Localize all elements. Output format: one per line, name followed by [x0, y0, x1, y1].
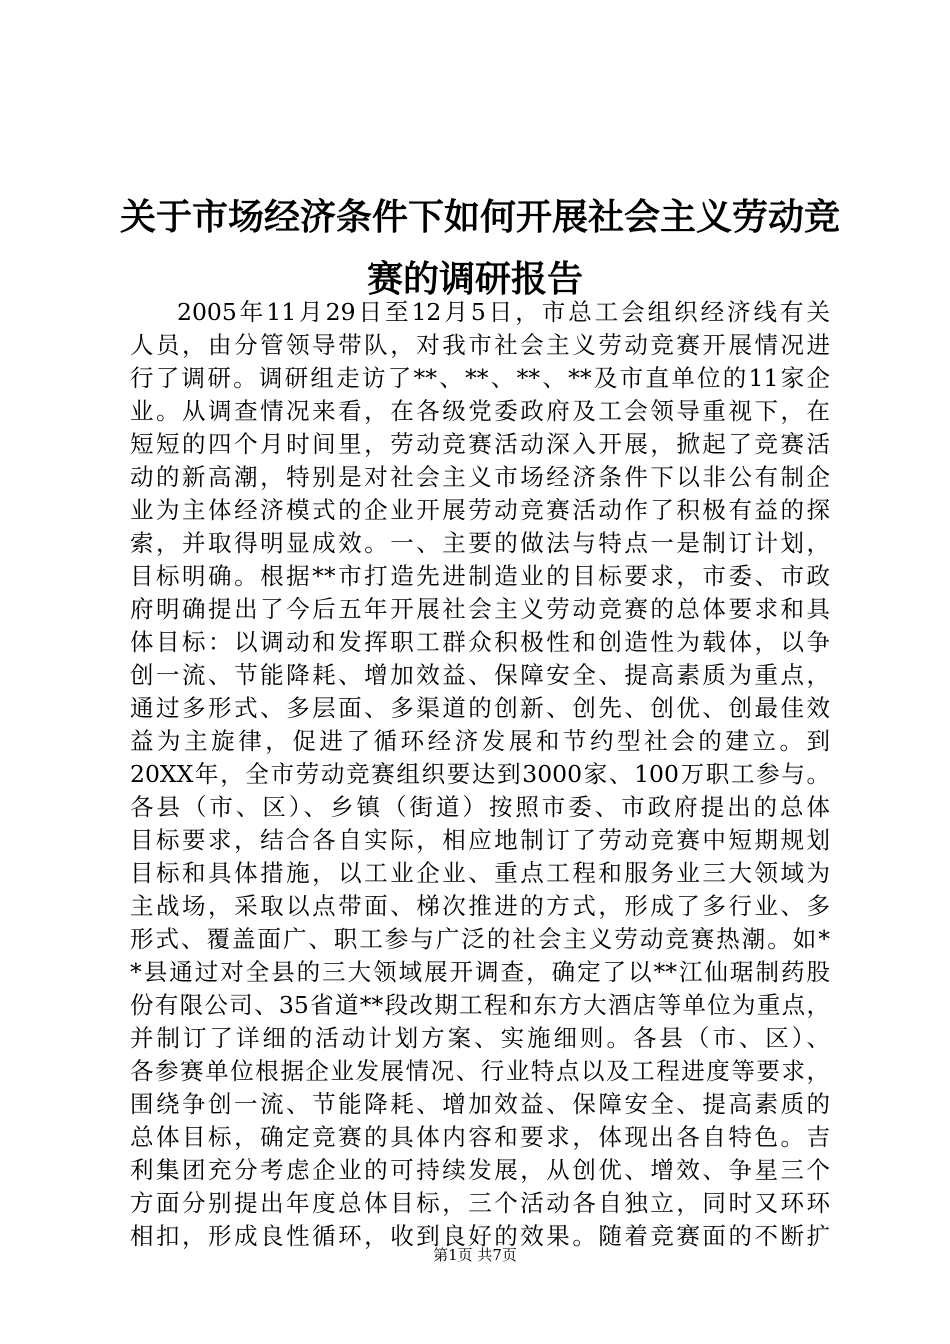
body-line: 主战场，采取以点带面、梯次推进的方式，形成了多行业、多 [130, 892, 830, 920]
page-footer: 第1页 共7页 [433, 1246, 517, 1264]
body-line: 形式、覆盖面广、职工参与广泛的社会主义劳动竞赛热潮。如* [130, 925, 830, 953]
body-line: 2005年11月29日至12月5日，市总工会组织经济线有关 [177, 298, 830, 326]
body-line: 短短的四个月时间里，劳动竞赛活动深入开展，掀起了竞赛活 [130, 430, 830, 458]
document-body [130, 296, 830, 1253]
body-line: 目标明确。根据**市打造先进制造业的目标要求，市委、市政 [130, 562, 830, 590]
body-line: 通过多形式、多层面、多渠道的创新、创先、创优、创最佳效 [130, 694, 830, 722]
body-line: 行了调研。调研组走访了**、**、**、**及市直单位的11家企 [130, 364, 830, 392]
body-line: 方面分别提出年度总体目标，三个活动各自独立，同时又环环 [130, 1189, 830, 1217]
body-line: 人员，由分管领导带队，对我市社会主义劳动竞赛开展情况进 [130, 331, 830, 359]
body-line: 创一流、节能降耗、增加效益、保障安全、提高素质为重点， [130, 661, 830, 689]
title-line-2: 赛的调研报告 [366, 258, 583, 300]
body-line: 相扣，形成良性循环，收到良好的效果。随着竞赛面的不断扩 [130, 1222, 830, 1250]
body-line: 动的新高潮，特别是对社会主义市场经济条件下以非公有制企 [130, 463, 830, 491]
document-title [120, 186, 841, 310]
body-line: 业。从调查情况来看，在各级党委政府及工会领导重视下，在 [130, 397, 830, 425]
body-line: 各县（市、区）、乡镇（街道）按照市委、市政府提出的总体 [130, 793, 830, 821]
body-line: 份有限公司、35省道**段改期工程和东方大酒店等单位为重点， [130, 991, 830, 1019]
body-line: 20XX年，全市劳动竞赛组织要达到3000家、100万职工参与。 [130, 760, 830, 788]
body-line: 业为主体经济模式的企业开展劳动竞赛活动作了积极有益的探 [130, 496, 830, 524]
body-line: 总体目标，确定竞赛的具体内容和要求，体现出各自特色。吉 [130, 1123, 830, 1151]
body-line: 目标和具体措施，以工业企业、重点工程和服务业三大领域为 [130, 859, 830, 887]
body-line: 利集团充分考虑企业的可持续发展，从创优、增效、争星三个 [130, 1156, 830, 1184]
body-line: 体目标：以调动和发挥职工群众积极性和创造性为载体，以争 [130, 628, 830, 656]
body-line: 围绕争创一流、节能降耗、增加效益、保障安全、提高素质的 [130, 1090, 830, 1118]
body-line: 并制订了详细的活动计划方案、实施细则。各县（市、区）、 [130, 1024, 830, 1052]
body-line: *县通过对全县的三大领域展开调查，确定了以**江仙琚制药股 [130, 958, 830, 986]
body-line: 目标要求，结合各自实际，相应地制订了劳动竞赛中短期规划 [130, 826, 830, 854]
body-line: 益为主旋律，促进了循环经济发展和节约型社会的建立。到 [130, 727, 830, 755]
body-line: 索，并取得明显成效。一、主要的做法与特点一是制订计划， [130, 529, 830, 557]
title-line-1: 关于市场经济条件下如何开展社会主义劳动竞 [120, 196, 841, 238]
body-line: 各参赛单位根据企业发展情况、行业特点以及工程进度等要求， [130, 1057, 830, 1085]
body-line: 府明确提出了今后五年开展社会主义劳动竞赛的总体要求和具 [130, 595, 830, 623]
